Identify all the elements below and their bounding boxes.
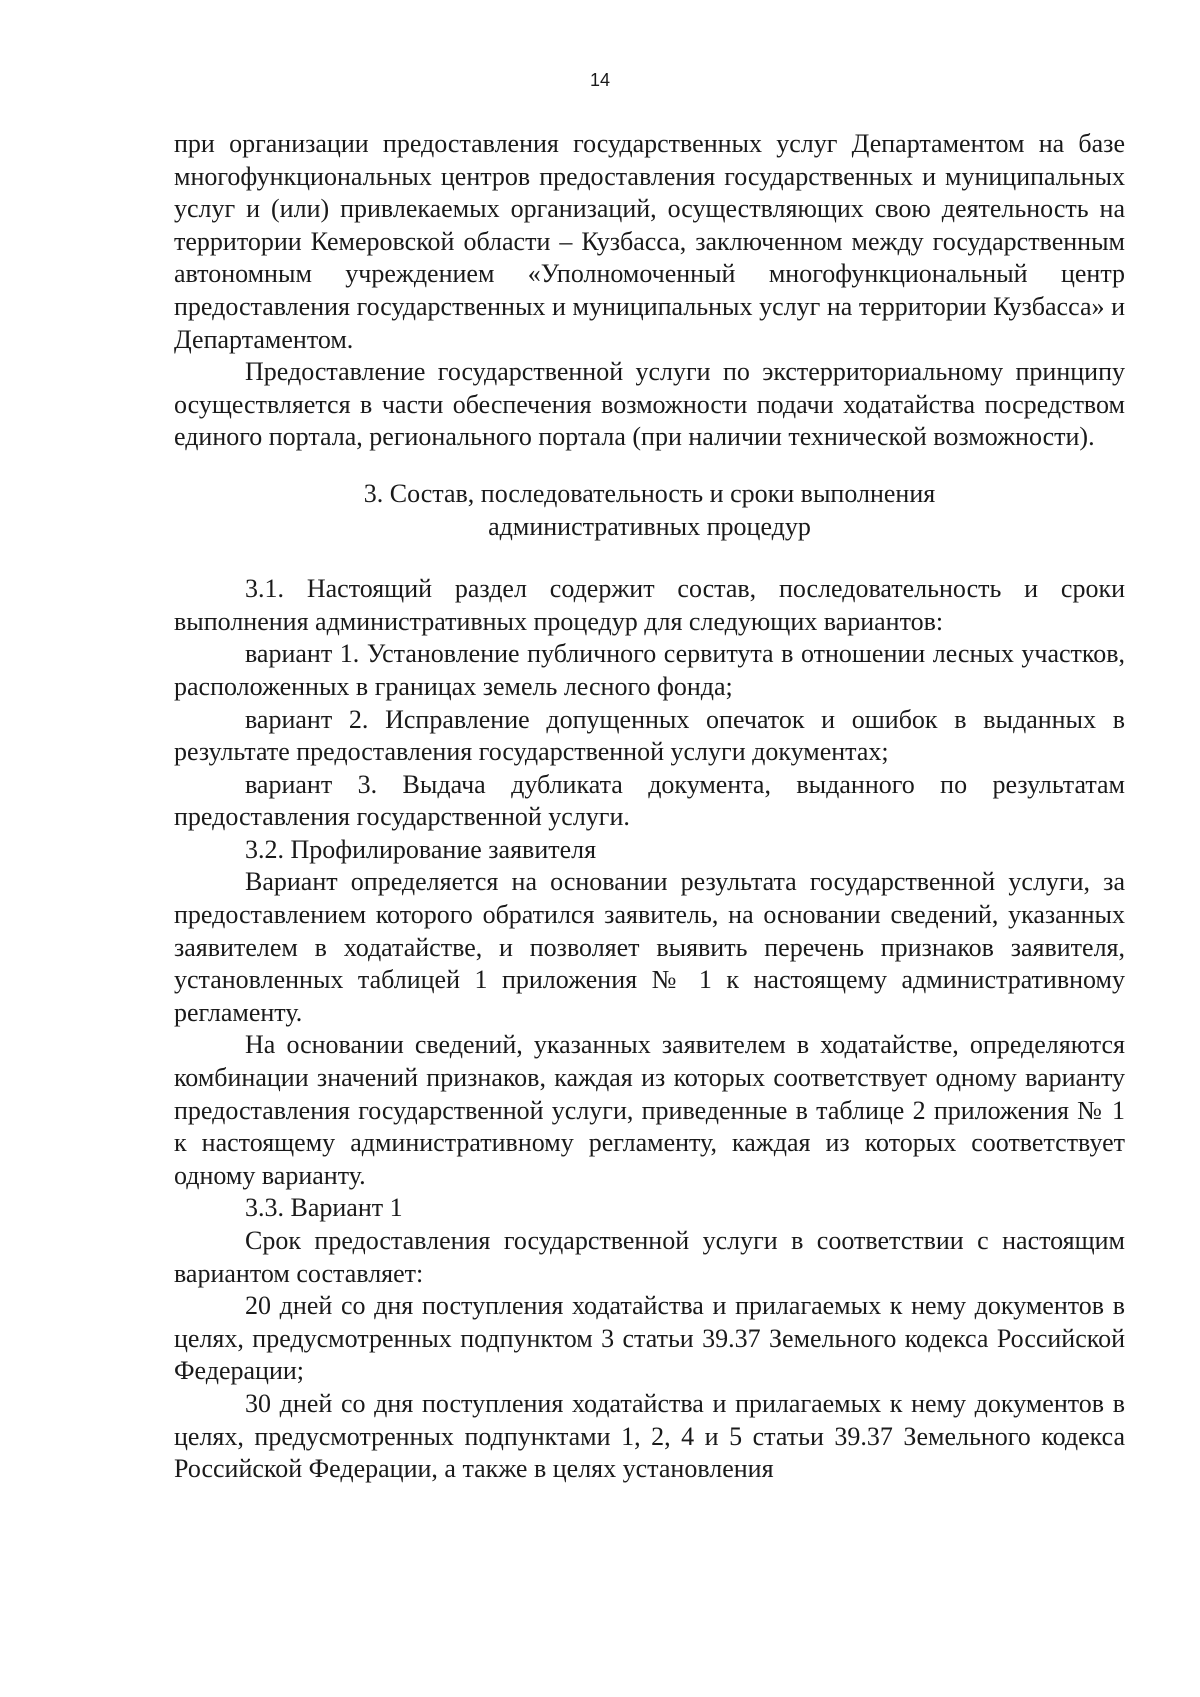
section-heading-line-1: 3. Состав, последовательность и сроки выполнения — [363, 478, 936, 508]
paragraph-term-30-days: 30 дней со дня поступления ходатайства и прилагаемых к нему документов в целях, предусмотренных подпунктами 1, 2, 4 и 5 статьи 39.37 Земельного кодекса Российской Федерации, а также в целях установления — [174, 1388, 1125, 1484]
section-heading — [174, 478, 1125, 543]
paragraph-variant-3: вариант 3. Выдача дубликата документа, выданного по результатам предоставления государственной услуги. — [174, 769, 1125, 832]
paragraph-combinations: На основании сведений, указанных заявителем в ходатайстве, определяются комбинации значений признаков, каждая из которых соответствует одному варианту предоставления государственной услуги, приведенные в таблице 2 приложения № 1 к настоящему административному регламенту, каждая из которых соответствует одному варианту. — [174, 1030, 1125, 1190]
section-body — [174, 573, 1125, 1486]
paragraph-3-1: 3.1. Настоящий раздел содержит состав, последовательность и сроки выполнения административных процедур для следующих вариантов: — [174, 574, 1125, 636]
page-number: 14 — [589, 70, 611, 90]
paragraph-3-2-heading: 3.2. Профилирование заявителя — [245, 834, 597, 864]
paragraph-variant-2: вариант 2. Исправление допущенных опечаток и ошибок в выданных в результате предоставления государственной услуги документах; — [174, 704, 1125, 767]
paragraph-mfc-agreement: при организации предоставления государственных услуг Департаментом на базе многофункциональных центров предоставления государственных и муниципальных услуг и (или) привлекаемых организаций, осуществляющих свою деятельность на территории Кемеровской области – Кузбасса, заключенном между государственным автономным учреждением «Уполномоченный многофункциональный центр предоставления государственных и муниципальных услуг на территории Кузбасса» и Департаментом. — [174, 129, 1125, 354]
paragraph-extraterritorial: Предоставление государственной услуги по экстерриториальному принципу осуществляется в части обеспечения возможности подачи ходатайства посредством единого портала, регионального портала (при наличии технической возможности). — [174, 357, 1125, 452]
paragraph-3-3-heading: 3.3. Вариант 1 — [245, 1193, 403, 1223]
paragraph-variant-determination: Вариант определяется на основании результата государственной услуги, за предоставлением которого обратился заявитель, на основании сведений, указанных заявителем в ходатайстве, и позволяет выявить перечень признаков заявителя, установленных таблицей 1 приложения № 1 к настоящему административному регламенту. — [174, 867, 1125, 1027]
section-heading-line-2: административных процедур — [488, 511, 811, 541]
paragraph-term-intro: Срок предоставления государственной услуги в соответствии с настоящим вариантом составляет: — [174, 1226, 1125, 1288]
paragraph-term-20-days: 20 дней со дня поступления ходатайства и прилагаемых к нему документов в целях, предусмотренных подпунктом 3 статьи 39.37 Земельного кодекса Российской Федерации; — [174, 1291, 1125, 1386]
document-body — [174, 128, 1125, 1486]
paragraph-variant-1: вариант 1. Установление публичного сервитута в отношении лесных участков, расположенных в границах земель лесного фонда; — [174, 639, 1125, 701]
